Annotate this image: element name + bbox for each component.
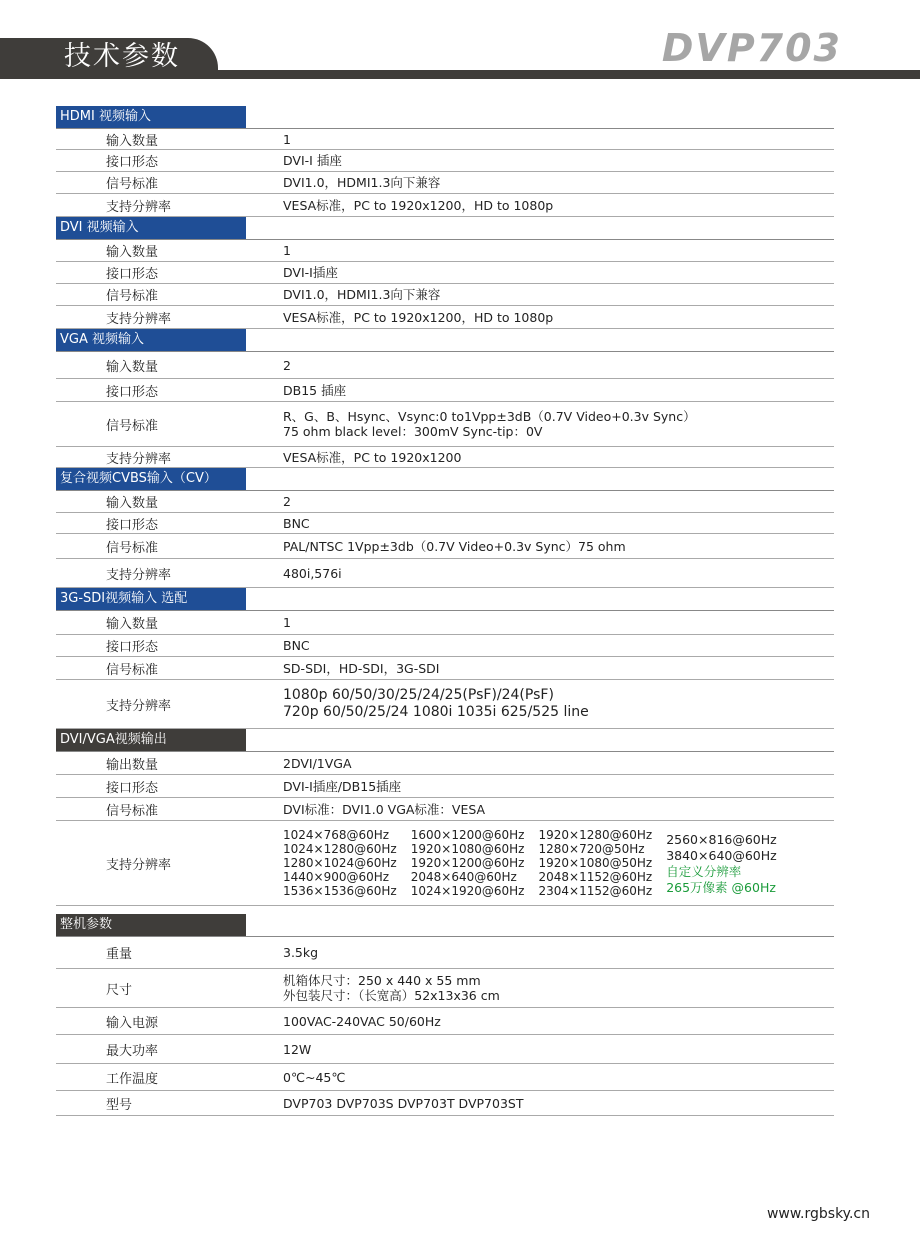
model-name: DVP703 — [661, 26, 842, 70]
spec-value-line: 1080p 60/50/30/25/24/25(PsF)/24(PsF) — [283, 687, 554, 703]
spec-value-line: 100VAC-240VAC 50/60Hz — [283, 1013, 441, 1029]
spec-value — [283, 615, 291, 630]
spec-label: 型号 — [106, 1097, 133, 1113]
spec-value-line: 1 — [283, 243, 291, 258]
spec-row — [56, 1091, 834, 1116]
spec-row — [56, 262, 834, 284]
spec-label: 支持分辨率 — [106, 199, 172, 215]
spec-row — [56, 752, 834, 775]
spec-value-line: 外包装尺寸：（长宽高）52x13x36 cm — [283, 988, 500, 1003]
spec-row — [56, 611, 834, 635]
section-title: DVI 视频输入 — [56, 217, 246, 239]
spec-row — [56, 240, 834, 262]
resolution-item: 1024×1920@60Hz — [410, 884, 525, 898]
spec-value — [283, 409, 696, 439]
spec-row — [56, 379, 834, 402]
spec-row — [56, 402, 834, 447]
spec-value-line: 机箱体尺寸：250 x 440 x 55 mm — [283, 973, 481, 988]
spec-label: 尺寸 — [106, 982, 133, 998]
resolution-item: 1600×1200@60Hz — [410, 828, 525, 842]
spec-row — [56, 491, 834, 513]
spec-value — [283, 1014, 441, 1029]
spec-row — [56, 821, 834, 906]
resolution-item: 2560×816@60Hz — [666, 832, 777, 847]
spec-value-line: BNC — [283, 515, 310, 531]
resolution-column — [411, 828, 525, 898]
spec-value — [283, 945, 318, 960]
spec-row — [56, 150, 834, 172]
spec-value — [283, 1070, 345, 1085]
spec-label: 接口形态 — [106, 780, 159, 796]
spec-label: 输入数量 — [106, 496, 159, 511]
resolution-item: 3840×640@60Hz — [666, 848, 777, 863]
spec-value-line: 480i,576i — [283, 565, 342, 581]
spec-label: 信号标准 — [106, 540, 159, 556]
spec-value — [283, 198, 553, 213]
spec-label: 信号标准 — [106, 803, 159, 819]
spec-label: 最大功率 — [106, 1043, 159, 1059]
custom-resolution: 265万像素 @60Hz — [666, 880, 776, 895]
resolution-item: 2048×640@60Hz — [410, 870, 517, 884]
resolution-item: 1024×1280@60Hz — [283, 842, 397, 856]
spec-value — [283, 566, 342, 581]
spec-value-line: PAL/NTSC 1Vpp±3db（0.7V Video+0.3v Sync）75 ohm — [283, 538, 626, 554]
spec-row — [56, 1035, 834, 1064]
spec-label: 工作温度 — [106, 1071, 159, 1087]
spec-label: 接口形态 — [106, 267, 159, 282]
spec-value — [283, 310, 553, 325]
section-title: DVI/VGA视频输出 — [56, 729, 246, 751]
spec-value-line: 75 ohm black level：300mV Sync-tip：0V — [283, 424, 543, 439]
section-header — [56, 588, 834, 611]
spec-value-line: 2 — [283, 357, 291, 373]
spec-value-line: VESA标准，PC to 1920x1200，HD to 1080p — [283, 309, 554, 325]
spec-table — [56, 106, 834, 1116]
spec-value-line: DVI标准：DVI1.0 VGA标准：VESA — [283, 801, 486, 817]
section-title: VGA 视频输入 — [56, 329, 246, 351]
spec-label: 输入数量 — [106, 617, 159, 632]
spec-label: 支持分辨率 — [106, 698, 172, 714]
spec-value-line: 1 — [283, 615, 291, 630]
spec-row — [56, 969, 834, 1008]
spec-row — [56, 1008, 834, 1035]
custom-resolution: 自定义分辨率 — [666, 864, 742, 879]
spec-row — [56, 1064, 834, 1091]
spec-label: 信号标准 — [106, 177, 159, 192]
spec-label: 接口形态 — [106, 517, 159, 533]
section-gap — [56, 906, 834, 914]
resolution-item: 2048×1152@60Hz — [538, 870, 653, 884]
resolution-column — [283, 828, 397, 898]
spec-value-line: 3.5kg — [283, 945, 319, 960]
spec-label: 输入数量 — [106, 359, 159, 375]
section-header — [56, 729, 834, 752]
resolution-item: 1920×1200@60Hz — [410, 856, 525, 870]
resolution-item: 1280×1024@60Hz — [283, 856, 397, 870]
spec-value — [283, 973, 500, 1003]
spec-label: 支持分辨率 — [106, 311, 172, 327]
spec-value-line: 12W — [283, 1041, 312, 1057]
spec-value — [283, 287, 440, 302]
spec-value — [283, 1042, 311, 1057]
resolution-item: 2304×1152@60Hz — [538, 884, 653, 898]
spec-label: 信号标准 — [106, 662, 159, 678]
spec-value — [283, 265, 338, 280]
spec-label: 输入电源 — [106, 1015, 159, 1031]
spec-value — [283, 383, 346, 398]
spec-value-line: SD-SDI，HD-SDI，3G-SDI — [283, 660, 440, 676]
spec-value-line: DB15 插座 — [283, 382, 347, 398]
spec-value-line: 2DVI/1VGA — [283, 755, 352, 771]
spec-value — [283, 539, 626, 554]
spec-value — [283, 175, 440, 190]
footer-url: www.rgbsky.cn — [766, 1206, 870, 1222]
resolution-item: 1920×1080@50Hz — [538, 856, 653, 870]
section-header — [56, 468, 834, 491]
spec-value — [283, 661, 440, 676]
spec-row — [56, 657, 834, 680]
spec-row — [56, 559, 834, 588]
spec-label: 支持分辨率 — [106, 857, 172, 873]
spec-row — [56, 513, 834, 534]
spec-row — [56, 172, 834, 194]
spec-value-line: DVI-I插座/DB15插座 — [283, 778, 402, 794]
spec-row — [56, 306, 834, 329]
spec-value — [283, 450, 461, 465]
section-title: HDMI 视频输入 — [56, 106, 246, 128]
spec-value — [283, 132, 291, 147]
section-header — [56, 914, 834, 937]
resolution-item: 1280×720@50Hz — [538, 842, 645, 856]
spec-value — [283, 243, 291, 258]
section-header — [56, 106, 834, 129]
spec-row — [56, 194, 834, 217]
resolution-item: 1024×768@60Hz — [283, 828, 390, 842]
resolution-list — [283, 828, 791, 898]
spec-row — [56, 775, 834, 798]
spec-value-line: DVI-I 插座 — [283, 153, 342, 168]
spec-label: 输入数量 — [106, 245, 159, 260]
spec-value-line: DVP703 DVP703S DVP703T DVP703ST — [283, 1095, 524, 1111]
resolution-item: 1536×1536@60Hz — [283, 884, 397, 898]
spec-label: 接口形态 — [106, 640, 159, 655]
spec-value-line: 2 — [283, 494, 291, 509]
spec-label: 信号标准 — [106, 418, 159, 434]
spec-label: 信号标准 — [106, 289, 159, 304]
spec-label: 支持分辨率 — [106, 451, 172, 467]
resolution-item: 1440×900@60Hz — [283, 870, 390, 884]
spec-row — [56, 284, 834, 306]
spec-row — [56, 447, 834, 468]
spec-value — [283, 1096, 523, 1111]
spec-row — [56, 680, 834, 729]
spec-value — [283, 687, 589, 721]
spec-value — [283, 638, 310, 653]
section-header — [56, 329, 834, 352]
spec-value-line: 720p 60/50/25/24 1080i 1035i 625/525 line — [283, 704, 589, 720]
spec-value — [283, 756, 352, 771]
resolution-item: 1920×1080@60Hz — [410, 842, 525, 856]
section-title: 3G-SDI视频输入 选配 — [56, 588, 246, 610]
spec-label: 重量 — [106, 947, 133, 962]
spec-value-line: 1 — [283, 131, 291, 147]
spec-row — [56, 635, 834, 657]
page-title: 技术参数 — [64, 41, 180, 72]
spec-value — [283, 802, 485, 817]
spec-row — [56, 937, 834, 969]
spec-label: 输出数量 — [106, 757, 159, 773]
resolution-column — [666, 832, 777, 898]
section-header — [56, 217, 834, 240]
spec-value-line: R、G、B、Hsync、Vsync:0 to1Vpp±3dB（0.7V Video+0.3v Sync） — [283, 409, 696, 424]
spec-value-line: VESA标准，PC to 1920x1200 — [283, 449, 462, 465]
spec-value — [283, 494, 291, 509]
spec-value — [283, 779, 401, 794]
spec-row — [56, 534, 834, 559]
spec-row — [56, 798, 834, 821]
spec-value-line: 0℃~45℃ — [283, 1069, 346, 1085]
section-title: 复合视频CVBS输入（CV） — [56, 468, 246, 490]
spec-label: 接口形态 — [106, 384, 159, 400]
spec-value-line: DVI1.0，HDMI1.3向下兼容 — [283, 175, 441, 190]
spec-label: 支持分辨率 — [106, 567, 172, 583]
spec-row — [56, 352, 834, 379]
spec-label: 接口形态 — [106, 155, 159, 170]
spec-value-line: DVI-I插座 — [283, 265, 338, 280]
spec-value — [283, 516, 310, 531]
spec-value-line: DVI1.0，HDMI1.3向下兼容 — [283, 287, 441, 302]
spec-value — [283, 358, 291, 373]
spec-value — [283, 153, 342, 168]
resolution-column — [538, 828, 652, 898]
resolution-item: 1920×1280@60Hz — [538, 828, 653, 842]
spec-label: 输入数量 — [106, 133, 159, 149]
spec-row — [56, 129, 834, 150]
spec-value-line: VESA标准，PC to 1920x1200，HD to 1080p — [283, 197, 554, 213]
spec-value-line: BNC — [283, 638, 310, 653]
section-title: 整机参数 — [56, 914, 246, 936]
